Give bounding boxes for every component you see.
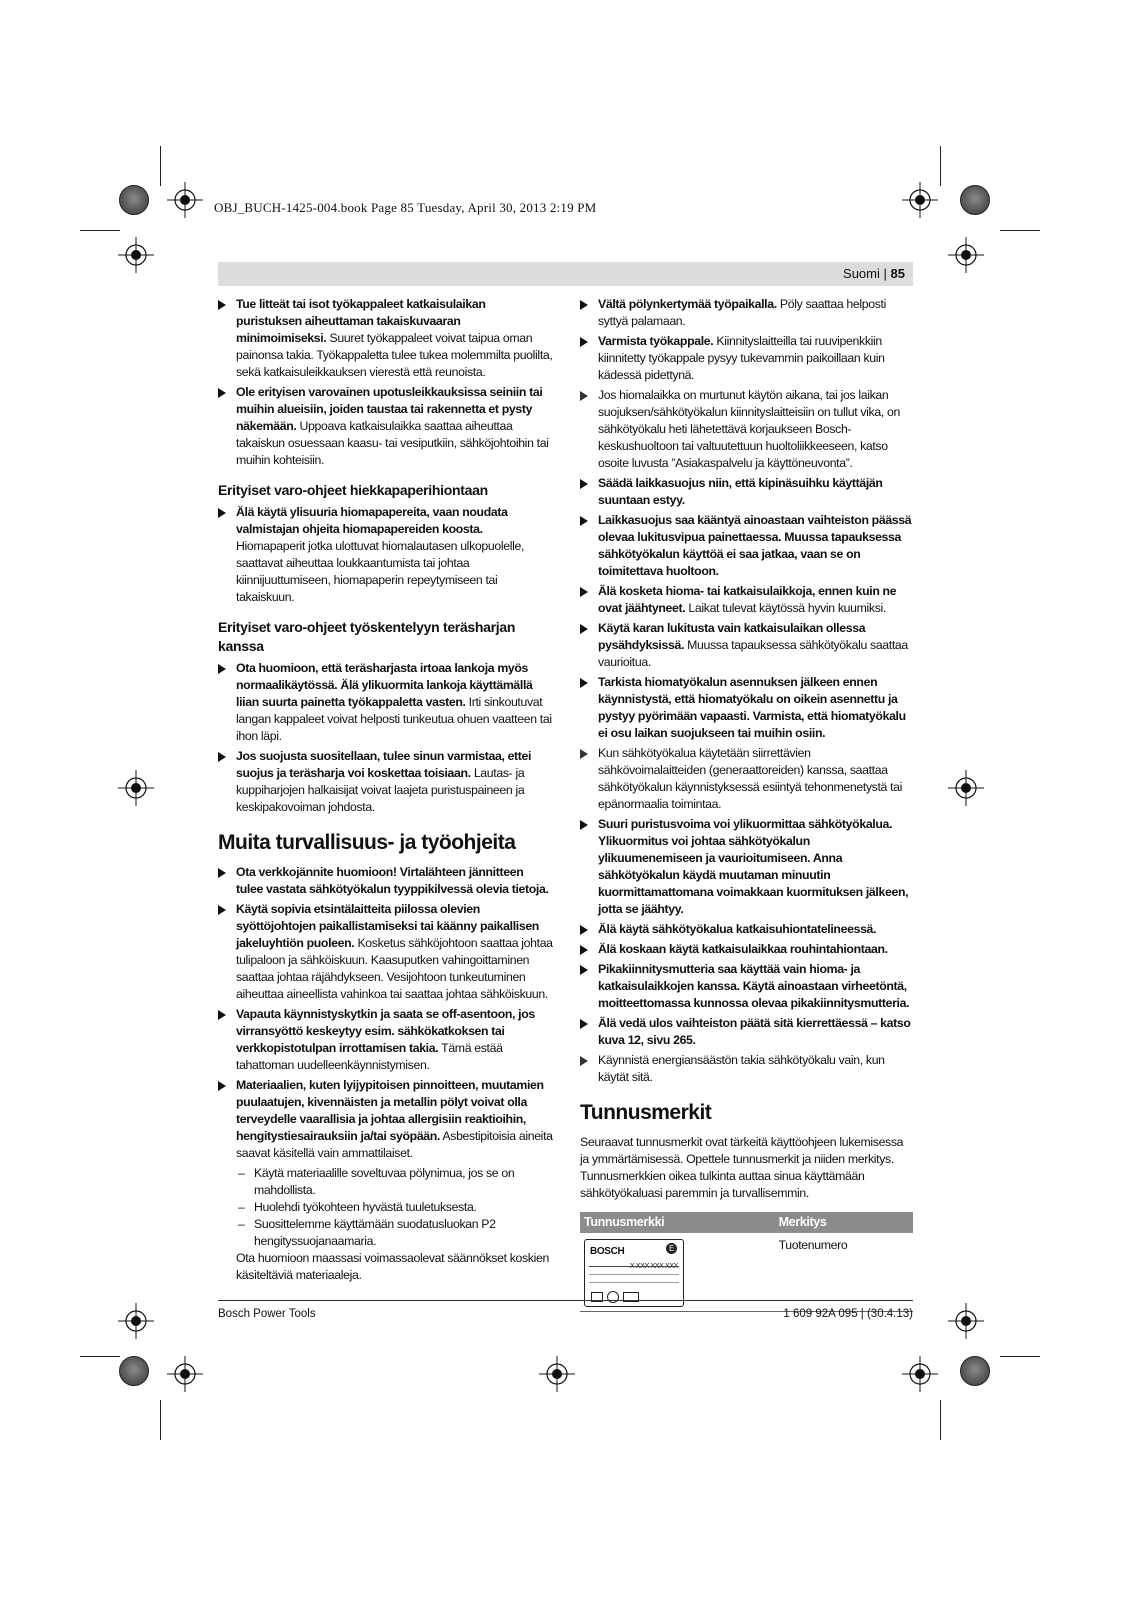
list-item-bold: Suuri puristusvoima voi ylikuormittaa sähkötyökalua. Ylikuormitus voi johtaa sähkötyökalun ylikuumenemiseen ja vaurioitumiseen. Anna sähkötyökalun käydä muutaman minuutin kuormittamattomana voimakkaan kuormituksen jälkeen, jotta se jäähtyy. xyxy=(598,817,909,916)
crop-mark-top-left-h xyxy=(80,230,120,231)
bullet-arrow-icon xyxy=(580,624,588,634)
bullet-arrow-icon xyxy=(218,1010,226,1020)
list-item xyxy=(218,901,553,1003)
list-item-text: Pöly saattaa helposti syttyä palamaan. xyxy=(598,297,887,328)
list-item-text: Asbestipitoisia aineita saavat käsitellä vain ammattilaiset. xyxy=(236,1129,553,1160)
list-item-bold: Pikakiinnitysmutteria saa käyttää vain hioma- ja katkaisulaikkojen kanssa. Käytä ainoastaan virheetöntä, moitteettomassa kunnossa olevaa pikakiinnitysmutteria. xyxy=(598,962,910,1010)
list-item xyxy=(580,620,913,671)
bullet-arrow-icon xyxy=(580,1019,588,1029)
dash-item-text: Käytä materiaalille soveltuvaa pölynimua, jos se on mahdollista. xyxy=(254,1166,515,1197)
registration-mark-right-top xyxy=(948,237,984,273)
closing-note: Ota huomioon maassasi voimassaolevat säännökset koskien käsiteltäviä materiaaleja. xyxy=(236,1251,549,1282)
list-item-text: Muussa tapauksessa sähkötyökalu saattaa vaurioitua. xyxy=(598,638,908,669)
crop-mark-bottom-right-v xyxy=(940,1400,941,1440)
bullet-arrow-icon xyxy=(218,664,226,674)
list-item-text: Uppoava katkaisulaikka saattaa aiheuttaa takaiskun osuessaan kaasu- tai vesiputkiin, sähköjohtoihin tai muihin kohteisiin. xyxy=(236,419,549,467)
list-item-bold: Älä vedä ulos vaihteiston päätä sitä kierrettäessä – katso kuva 12, sivu 265. xyxy=(598,1016,911,1047)
crop-mark-top-right-v xyxy=(940,146,941,186)
registration-mark-top-right xyxy=(902,182,938,218)
bullet-arrow-icon xyxy=(218,388,226,398)
bullet-arrow-icon xyxy=(580,749,588,759)
bullet-arrow-icon xyxy=(580,678,588,688)
list-item xyxy=(580,583,913,617)
print-info-line: OBJ_BUCH-1425-004.book Page 85 Tuesday, April 30, 2013 2:19 PM xyxy=(214,200,597,215)
registration-mark-left-bottom xyxy=(118,1303,154,1339)
list-item xyxy=(218,296,553,381)
plate-circle-icon xyxy=(607,1291,619,1303)
footer-doc-number: 1 609 92A 095 | (30.4.13) xyxy=(783,1308,913,1320)
plate-rule xyxy=(589,1274,679,1275)
list-item xyxy=(580,296,913,330)
list-item xyxy=(218,748,553,816)
list-item-bold: Säädä laikkasuojus niin, että kipinäsuihku käyttäjän suuntaan estyy. xyxy=(598,476,883,507)
bullet-arrow-icon xyxy=(580,337,588,347)
list-item-bold: Älä kosketa hioma- tai katkaisulaikkoja, ennen kuin ne ovat jäähtyneet. xyxy=(598,584,897,615)
bullet-arrow-icon xyxy=(580,479,588,489)
bullet-arrow-icon xyxy=(580,587,588,597)
list-item xyxy=(580,921,913,938)
crop-mark-bottom-left-h xyxy=(80,1356,120,1357)
list-item xyxy=(218,864,553,898)
footer-publisher: Bosch Power Tools xyxy=(218,1308,316,1320)
list-item xyxy=(580,961,913,1012)
plate-rule xyxy=(589,1282,679,1283)
list-item xyxy=(218,384,553,469)
list-item-bold: Varmista työkappale. xyxy=(598,334,714,348)
bullet-arrow-icon xyxy=(218,508,226,518)
list-item xyxy=(580,745,913,813)
table-header-symbol: Tunnusmerkki xyxy=(580,1212,775,1233)
list-item-bold: Käytä karan lukitusta vain katkaisulaikan ollessa pysähdyksissä. xyxy=(598,621,866,652)
header-text xyxy=(843,266,905,281)
list-item xyxy=(218,1006,553,1074)
section-heading: Erityiset varo-ohjeet hiekkapaperihiontaan xyxy=(218,482,488,498)
list-item-bold: Laikkasuojus saa kääntyä ainoastaan vaihteiston päässä olevaa lukitusvipua painettaessa. Muussa tapauksessa sähkötyökalun käyttöä ei saa jatkaa, vaan se on toimitettava huoltoon. xyxy=(598,513,912,578)
color-disc-top-left xyxy=(119,185,149,215)
list-item-bold: Materiaalien, kuten lyijypitoisen pinnoitteen, muutamien puulaatujen, kivennäisten ja metallin pölyt voivat olla terveydelle vaarallisia ja johtaa allergisiin reaktioihin, hengitystiesairauksiin ja/tai syöpään. xyxy=(236,1078,544,1143)
type-plate-icon xyxy=(584,1239,684,1307)
list-item-bold: Älä käytä sähkötyökalua katkaisuhiontatelineessä. xyxy=(598,922,877,936)
list-item-text: Käynnistä energiansäästön takia sähkötyökalu vain, kun käytät sitä. xyxy=(598,1053,885,1084)
list-item xyxy=(580,674,913,742)
right-column xyxy=(580,296,913,1312)
bullet-arrow-icon xyxy=(218,1081,226,1091)
list-item-bold: Käytä sopivia etsintälaitteita piilossa olevien syöttöjohtojen paikallistamiseksi tai käänny paikallisen jakeluyhtiön puoleen. xyxy=(236,902,539,950)
list-item xyxy=(580,512,913,580)
bullet-arrow-icon xyxy=(580,820,588,830)
dash-item xyxy=(218,1216,553,1250)
registration-mark-right-middle xyxy=(948,770,984,806)
section-heading: Erityiset varo-ohjeet työskentelyyn teräsharjan kanssa xyxy=(218,619,516,654)
bullet-arrow-icon xyxy=(218,300,226,310)
color-disc-bottom-left xyxy=(119,1356,149,1386)
footer-divider xyxy=(218,1300,913,1301)
bullet-arrow-icon xyxy=(580,516,588,526)
list-item-text: Jos hiomalaikka on murtunut käytön aikana, tai jos laikan suojuksen/sähkötyökalun kiinnityslaitteisiin on tullut vika, on sähkötyökalu heti lähetettävä korjaukseen Bosch-keskushuoltoon tai valtuutettuun huoltoliikkeeseen, katso osoite luvusta ”Asiakaspalvelu ja käyttöneuvonta”. xyxy=(598,388,900,470)
list-item-bold: Ota huomioon, että teräsharjasta irtoaa lankoja myös normaalikäytössä. Älä ylikuormita lankoja käyttämällä liian suurta painetta työkappaletta vasten. xyxy=(236,661,533,709)
section-title: Tunnusmerkit xyxy=(580,1101,712,1124)
left-column xyxy=(218,296,553,1284)
table-cell-meaning: Tuotenumero xyxy=(775,1233,913,1312)
list-item-bold: Vältä pölynkertymää työpaikalla. xyxy=(598,297,777,311)
dash-mark: – xyxy=(238,1217,245,1231)
bullet-arrow-icon xyxy=(218,868,226,878)
bullet-arrow-icon xyxy=(580,965,588,975)
bullet-arrow-icon xyxy=(580,945,588,955)
list-item xyxy=(580,475,913,509)
list-item xyxy=(580,1052,913,1086)
list-item xyxy=(218,1077,553,1162)
list-item xyxy=(580,1015,913,1049)
color-disc-bottom-right xyxy=(960,1356,990,1386)
list-item-text: Lautas- ja kuppiharjojen halkaisijat voivat laajeta puristuspaineen ja keskipakovoiman johdosta. xyxy=(236,766,525,814)
list-item-bold: Älä koskaan käytä katkaisulaikkaa rouhintahiontaan. xyxy=(598,942,888,956)
list-item xyxy=(580,816,913,918)
registration-mark-right-bottom xyxy=(948,1303,984,1339)
list-item xyxy=(218,660,553,745)
dash-mark: – xyxy=(238,1166,245,1180)
dash-item-text: Suosittelemme käyttämään suodatusluokan P2 hengityssuojanaamaria. xyxy=(254,1217,496,1248)
list-item xyxy=(580,387,913,472)
list-item-text: Tämä estää tahattoman uudelleenkäynnistymisen. xyxy=(236,1041,503,1072)
list-item-text: Kiinnityslaitteilla tai ruuvipenkkiin kiinnitetty työkappale pysyy tukevammin paikoillaan kuin kädessä pidettynä. xyxy=(598,334,885,382)
list-item xyxy=(580,941,913,958)
page-number: 85 xyxy=(890,266,905,281)
crop-mark-top-right-h xyxy=(1000,230,1040,231)
registration-mark-left-top xyxy=(118,237,154,273)
list-item-bold: Tarkista hiomatyökalun asennuksen jälkeen ennen käynnistystä, että hiomatyökalu on oikein asennettu ja pystyy pyörimään vapaasti. Varmista, että hiomatyökalu ei osu laikan suojukseen tai muihin osiin. xyxy=(598,675,906,740)
dash-item xyxy=(218,1199,553,1216)
list-item-text: Kun sähkötyökalua käytetään siirrettävien sähkövoimalaitteiden (generaattoreiden) kanssa, saattaa sähkötyökalun käynnistyksessä esiintyä tehonmenetystä tai epänormaalia toimintaa. xyxy=(598,746,903,811)
list-item-bold: Vapauta käynnistyskytkin ja saata se off-asentoon, jos virransyöttö keskeytyy esim. sähkökatkoksen tai verkkopistotulpan irrottamisen takia. xyxy=(236,1007,535,1055)
dash-item xyxy=(218,1165,553,1199)
list-item-bold: Älä käytä ylisuuria hiomapapereita, vaan noudata valmistajan ohjeita hiomapapereiden koosta. xyxy=(236,505,508,536)
bullet-arrow-icon xyxy=(580,925,588,935)
registration-mark-top-left xyxy=(167,182,203,218)
list-item-text: Kosketus sähköjohtoon saattaa johtaa tulipaloon ja sähköiskuun. Kaasuputken vahingoittaminen saattaa johtaa räjähdykseen. Vesijohtoon tunkeutuminen aiheuttaa aineellista vahinkoa tai saattaa johtaa sähköiskuun. xyxy=(236,936,553,1001)
list-item-text: Laikat tulevat käytössä hyvin kuumiksi. xyxy=(685,601,886,615)
crop-mark-bottom-right-h xyxy=(1000,1356,1040,1357)
list-item xyxy=(218,504,553,606)
list-item-text: Suuret työkappaleet voivat taipua oman painonsa takia. Työkappaletta tulee tukea molemmilta puolilta, sekä katkaisuleikkauksen vierestä että reunoista. xyxy=(236,331,553,379)
bullet-arrow-icon xyxy=(580,1056,588,1066)
crop-mark-top-left-v xyxy=(160,146,161,186)
registration-mark-bottom-right xyxy=(902,1356,938,1392)
intro-paragraph: Seuraavat tunnusmerkit ovat tärkeitä käyttöohjeen lukemisessa ja ymmärtämisessä. Opettele tunnusmerkit ja niiden merkitys. Tunnusmerkkien oikea tulkinta auttaa sinua käyttämään sähkötyökaluasi paremmin ja turvallisemmin. xyxy=(580,1135,904,1200)
dash-item-text: Huolehdi työkohteen hyvästä tuuletuksesta. xyxy=(254,1200,477,1214)
header-separator: | xyxy=(883,266,887,281)
header-language: Suomi xyxy=(843,266,880,281)
list-item-bold: Jos suojusta suositellaan, tulee sinun varmistaa, ettei suojus ja teräsharja voi koskettaa toisiaan. xyxy=(236,749,532,780)
plate-brand: BOSCH xyxy=(590,1246,625,1257)
list-item-text: Irti sinkoutuvat langan kappaleet voivat helposti tunkeutua ohuen vaatteen tai ihon läpi. xyxy=(236,695,552,743)
bullet-arrow-icon xyxy=(218,905,226,915)
list-item-bold: Ole erityisen varovainen upotusleikkauksissa seiniin tai muihin alueisiin, joiden taustaa tai rakennetta et pysty näkemään. xyxy=(236,385,543,433)
bullet-arrow-icon xyxy=(580,300,588,310)
section-title: Muita turvallisuus- ja työohjeita xyxy=(218,831,516,854)
registration-mark-left-middle xyxy=(118,770,154,806)
table-header-meaning: Merkitys xyxy=(775,1212,913,1233)
list-item xyxy=(580,333,913,384)
list-item-bold: Ota verkkojännite huomioon! Virtalähteen jännitteen tulee vastata sähkötyökalun tyyppikilvessä olevia tietoja. xyxy=(236,865,549,896)
crop-mark-bottom-left-v xyxy=(160,1400,161,1440)
bullet-arrow-icon xyxy=(218,752,226,762)
list-item-text: Hiomapaperit jotka ulottuvat hiomalautasen ulkopuolelle, saattavat aiheuttaa loukkaantumista tai johtaa kiinnijuuttumiseen, hiomapaperin repeytymiseen tai takaiskuun. xyxy=(236,539,525,604)
symbols-table xyxy=(580,1212,913,1312)
plate-mark-icon: E xyxy=(666,1243,677,1254)
bullet-arrow-icon xyxy=(580,391,588,401)
color-disc-top-right xyxy=(960,185,990,215)
list-item-bold: Tue litteät tai isot työkappaleet katkaisulaikan puristuksen aiheuttaman takaiskuvaaran minimoimiseksi. xyxy=(236,297,486,345)
plate-underline xyxy=(589,1266,679,1267)
registration-mark-bottom-center xyxy=(539,1356,575,1392)
registration-mark-bottom-left xyxy=(167,1356,203,1392)
dash-mark: – xyxy=(238,1200,245,1214)
page-header xyxy=(218,262,913,286)
